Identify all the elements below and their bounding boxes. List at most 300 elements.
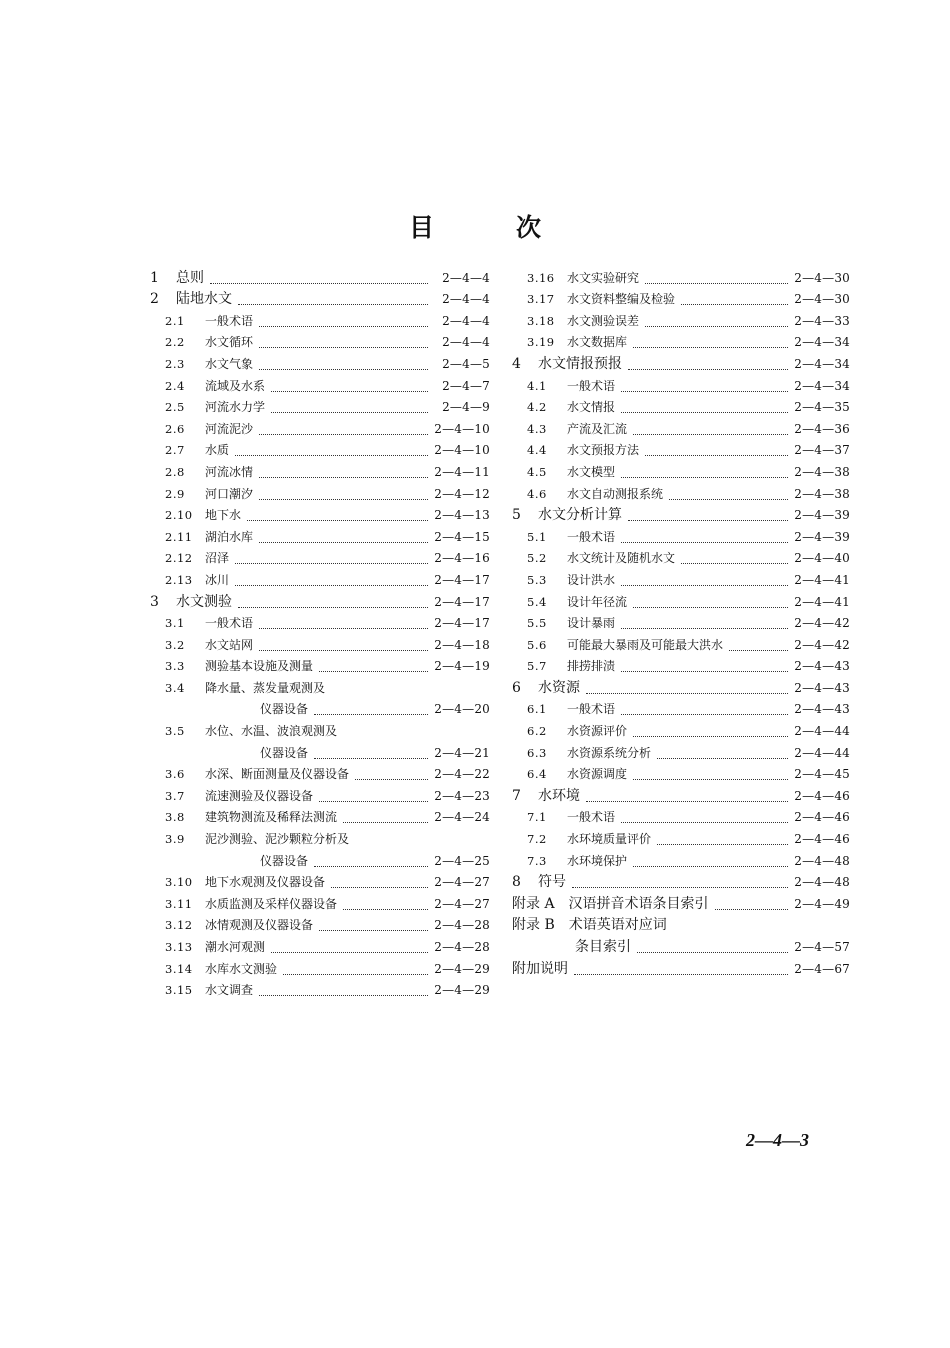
dot-leader <box>681 563 788 564</box>
toc-entry-title: 水环境质量评价 <box>567 832 652 847</box>
toc-entry-page: 2—4—49 <box>794 896 850 911</box>
dot-leader <box>259 499 428 500</box>
toc-entry-title: 可能最大暴雨及可能最大洪水 <box>567 637 724 652</box>
toc-entry-page: 2—4—7 <box>442 378 490 393</box>
toc-entry-page: 2—4—27 <box>434 896 490 911</box>
toc-entry-page: 2—4—67 <box>794 961 850 976</box>
toc-entry-page: 2—4—43 <box>794 659 850 674</box>
toc-entry[interactable] <box>512 872 850 894</box>
toc-entry-title: 水文实验研究 <box>567 270 640 285</box>
toc-entry-page: 2—4—12 <box>434 486 490 501</box>
dot-leader <box>235 563 428 564</box>
dot-leader <box>621 391 788 392</box>
toc-entry[interactable] <box>512 591 850 613</box>
toc-entry[interactable] <box>150 634 490 656</box>
toc-entry-number: 7.1 <box>527 810 547 825</box>
toc-entry[interactable] <box>150 893 490 915</box>
toc-entry-page: 2—4—11 <box>434 464 490 479</box>
toc-entry-title: 测验基本设施及测量 <box>205 659 314 674</box>
toc-entry-page: 2—4—18 <box>434 637 490 652</box>
dot-leader <box>645 326 788 327</box>
toc-entry-page: 2—4—19 <box>434 659 490 674</box>
toc-entry-number: 5.3 <box>527 572 547 587</box>
toc-entry[interactable] <box>150 807 490 829</box>
dot-leader <box>657 844 788 845</box>
dot-leader <box>235 585 428 586</box>
dot-leader <box>586 693 788 694</box>
toc-entry-title: 一般术语 <box>567 702 616 717</box>
toc-entry-number: 3.8 <box>165 810 185 825</box>
dot-leader <box>645 283 788 284</box>
toc-entry-title: 水文测验误差 <box>567 313 640 328</box>
dot-leader <box>586 801 788 802</box>
toc-entry-number: 3.19 <box>527 335 555 350</box>
dot-leader <box>238 304 428 305</box>
toc-entry-number: 3.6 <box>165 767 185 782</box>
toc-entry[interactable] <box>150 440 490 462</box>
toc-entry-page: 2—4—24 <box>434 810 490 825</box>
toc-entry[interactable] <box>512 656 850 678</box>
dot-leader <box>314 758 428 759</box>
toc-entry-number: 3.18 <box>527 313 555 328</box>
toc-entry-title: 水文预报方法 <box>567 443 640 458</box>
toc-entry[interactable] <box>150 526 490 548</box>
toc-entry-page: 2—4—30 <box>794 270 850 285</box>
toc-entry-page: 2—4—4 <box>442 270 490 285</box>
toc-entry[interactable] <box>512 915 850 937</box>
dot-leader <box>633 434 788 435</box>
title-char-1: 目 <box>408 213 434 242</box>
toc-entry-number: 2.6 <box>165 421 185 436</box>
toc-entry-number: 2.12 <box>165 551 193 566</box>
toc-entry-page: 2—4—4 <box>442 335 490 350</box>
toc-entry-number: 2.1 <box>165 313 185 328</box>
toc-entry[interactable] <box>512 440 850 462</box>
toc-entry[interactable] <box>150 505 490 527</box>
toc-entry[interactable] <box>150 569 490 591</box>
toc-entry-title: 水文统计及随机水文 <box>567 551 676 566</box>
toc-entry-title: 一般术语 <box>567 529 616 544</box>
toc-entry-page: 2—4—48 <box>794 853 850 868</box>
dot-leader <box>637 952 788 953</box>
toc-entry[interactable] <box>150 397 490 419</box>
toc-entry[interactable] <box>512 807 850 829</box>
toc-entry-page: 2—4—44 <box>794 724 850 739</box>
toc-entry-page: 2—4—34 <box>794 335 850 350</box>
page-number: 2—4—3 <box>746 1130 809 1150</box>
toc-entry-title: 陆地水文 <box>176 291 232 308</box>
toc-entry-number: 5.4 <box>527 594 547 609</box>
toc-entry-title: 水文情报预报 <box>538 355 622 372</box>
toc-entry-title: 河流冰情 <box>205 464 254 479</box>
toc-entry-number: 5.7 <box>527 659 547 674</box>
toc-entry[interactable] <box>150 289 490 311</box>
toc-entry-page: 2—4—57 <box>794 940 850 954</box>
toc-entry[interactable] <box>512 764 850 786</box>
toc-entry-title: 一般术语 <box>205 313 254 328</box>
toc-entry-number: 7 <box>512 787 521 804</box>
toc-entry-number: 4.5 <box>527 464 547 479</box>
toc-entry-page: 2—4—36 <box>794 421 850 436</box>
toc-entry-title: 冰情观测及仪器设备 <box>205 918 314 933</box>
toc-entry[interactable] <box>512 850 850 872</box>
dot-leader <box>331 887 428 888</box>
toc-entry-page: 2—4—9 <box>442 400 490 415</box>
toc-entry[interactable] <box>150 483 490 505</box>
toc-entry-number: 3 <box>150 593 159 610</box>
dot-leader <box>715 909 788 910</box>
toc-entry-number: 2 <box>150 291 159 308</box>
toc-entry[interactable] <box>512 375 850 397</box>
toc-entry-title: 一般术语 <box>567 378 616 393</box>
toc-entry-title: 潮水河观测 <box>205 940 266 954</box>
toc-entry-page: 2—4—48 <box>794 875 850 890</box>
toc-entry-page: 2—4—43 <box>794 702 850 717</box>
toc-entry[interactable] <box>512 677 850 699</box>
toc-entry-title: 产流及汇流 <box>567 421 628 436</box>
toc-entry-title: 水资源 <box>538 679 580 696</box>
toc-entry-number: 6 <box>512 679 521 696</box>
dot-leader <box>314 714 428 715</box>
toc-entry-title: 湖泊水库 <box>205 529 254 544</box>
toc-entry-title: 水文测验 <box>176 593 232 610</box>
toc-entry-number: 3.1 <box>165 616 185 631</box>
toc-entry-page: 2—4—27 <box>434 875 490 890</box>
toc-entry-page: 2—4—37 <box>794 443 850 458</box>
toc-entry[interactable] <box>512 526 850 548</box>
dot-leader <box>729 650 788 651</box>
toc-entry-page: 2—4—41 <box>794 594 850 609</box>
toc-entry-page: 2—4—23 <box>434 788 490 803</box>
toc-entry-page: 2—4—25 <box>434 853 490 868</box>
toc-entry-page: 2—4—39 <box>794 529 850 544</box>
toc-entry-number: 3.3 <box>165 659 185 674</box>
toc-entry-title: 总则 <box>176 269 204 286</box>
toc-entry[interactable] <box>150 764 490 786</box>
toc-entry-title: 流速测验及仪器设备 <box>205 788 314 803</box>
toc-entry[interactable] <box>512 505 850 527</box>
toc-entry-number: 2.10 <box>165 508 193 523</box>
toc-entry-title: 建筑物测流及稀释法测流 <box>205 810 338 825</box>
toc-entry[interactable] <box>150 785 490 807</box>
toc-entry-number: 3.11 <box>165 896 193 911</box>
toc-entry-number: 4.3 <box>527 421 547 436</box>
dot-leader <box>343 909 428 910</box>
dot-leader <box>621 822 788 823</box>
toc-entry[interactable] <box>150 850 490 872</box>
toc-entry-title: 水文自动测报系统 <box>567 486 664 501</box>
dot-leader <box>259 995 428 996</box>
toc-entry-title: 水资源系统分析 <box>567 745 652 760</box>
toc-entry-number: 2.4 <box>165 378 185 393</box>
dot-leader <box>621 714 788 715</box>
dot-leader <box>259 434 428 435</box>
dot-leader <box>574 974 788 975</box>
toc-entry-number: 6.3 <box>527 745 547 760</box>
toc-entry-number: 6.4 <box>527 767 547 782</box>
toc-entry[interactable] <box>150 742 490 764</box>
dot-leader <box>621 477 788 478</box>
dot-leader <box>271 391 428 392</box>
toc-entry-number: 2.5 <box>165 400 185 415</box>
toc-entry-number: 3.16 <box>527 270 555 285</box>
toc-entry-title: 水文资料整编及检验 <box>567 292 676 307</box>
toc-entry-page: 2—4—46 <box>794 832 850 847</box>
toc-entry-title: 地下水 <box>205 508 242 523</box>
toc-entry-page: 2—4—45 <box>794 767 850 782</box>
toc-entry[interactable] <box>512 548 850 570</box>
toc-entry[interactable] <box>512 958 850 980</box>
toc-entry[interactable] <box>150 915 490 937</box>
dot-leader <box>621 412 788 413</box>
toc-entry-page: 2—4—20 <box>434 702 490 717</box>
toc-entry-title: 泥沙测验、泥沙颗粒分析及 <box>205 832 350 847</box>
toc-entry-title: 水文站网 <box>205 637 254 652</box>
toc-entry-title: 沼泽 <box>205 551 230 566</box>
toc-entry-page: 2—4—33 <box>794 313 850 328</box>
toc-entry-title: 设计洪水 <box>567 572 616 587</box>
dot-leader <box>247 520 428 521</box>
toc-entry-page: 2—4—29 <box>434 983 490 998</box>
toc-entry-page: 2—4—29 <box>434 961 490 976</box>
toc-entry[interactable] <box>150 461 490 483</box>
toc-entry-page: 2—4—30 <box>794 292 850 307</box>
dot-leader <box>628 369 788 370</box>
toc-entry[interactable] <box>512 418 850 440</box>
toc-entry[interactable] <box>150 613 490 635</box>
toc-entry-title: 河流水力学 <box>205 400 266 415</box>
toc-entry-number: 2.7 <box>165 443 185 458</box>
dot-leader <box>633 347 788 348</box>
dot-leader <box>314 866 428 867</box>
toc-entry[interactable] <box>150 332 490 354</box>
toc-entry-number: 2.3 <box>165 356 185 371</box>
dot-leader <box>572 887 788 888</box>
dot-leader <box>283 974 428 975</box>
toc-entry-title: 设计年径流 <box>567 594 628 609</box>
dot-leader <box>319 671 428 672</box>
toc-entry[interactable] <box>150 677 490 699</box>
toc-entry-page: 2—4—13 <box>434 508 490 523</box>
dot-leader <box>210 283 428 284</box>
toc-entry-title: 流域及水系 <box>205 378 266 393</box>
toc-entry-title: 水深、断面测量及仪器设备 <box>205 767 350 782</box>
toc-entry[interactable] <box>150 375 490 397</box>
toc-entry-number: 8 <box>512 874 521 891</box>
toc-entry-title: 水文模型 <box>567 464 616 479</box>
dot-leader <box>259 650 428 651</box>
toc-entry[interactable] <box>512 699 850 721</box>
toc-entry[interactable] <box>150 936 490 958</box>
toc-entry-title: 一般术语 <box>205 616 254 631</box>
toc-entry-title: 水文调查 <box>205 983 254 998</box>
toc-entry[interactable] <box>512 936 850 958</box>
toc-entry-number: 2.13 <box>165 572 193 587</box>
toc-entry-number: 6.2 <box>527 724 547 739</box>
toc-entry[interactable] <box>150 828 490 850</box>
toc-entry-page: 2—4—38 <box>794 464 850 479</box>
toc-entry-number: 3.15 <box>165 983 193 998</box>
toc-entry[interactable] <box>150 872 490 894</box>
toc-entry[interactable] <box>512 720 850 742</box>
toc-entry-page: 2—4—22 <box>434 767 490 782</box>
dot-leader <box>355 779 428 780</box>
toc-entry-number: 4.4 <box>527 443 547 458</box>
toc-entry[interactable] <box>512 397 850 419</box>
toc-entry[interactable] <box>512 353 850 375</box>
toc-entry-title: 条目索引 <box>575 939 631 955</box>
toc-entry-title: 水文循环 <box>205 335 254 350</box>
toc-entry[interactable] <box>512 828 850 850</box>
toc-entry-page: 2—4—4 <box>442 292 490 307</box>
toc-entry[interactable] <box>512 742 850 764</box>
toc-entry-title: 附录 A 汉语拼音术语条目索引 <box>512 895 709 912</box>
toc-entry[interactable] <box>150 353 490 375</box>
title-char-2: 次 <box>516 213 542 242</box>
toc-entry-page: 2—4—42 <box>794 616 850 631</box>
toc-entry-number: 2.2 <box>165 335 185 350</box>
toc-entry[interactable] <box>512 569 850 591</box>
dot-leader <box>319 801 428 802</box>
dot-leader <box>259 369 428 370</box>
toc-entry-number: 7.2 <box>527 832 547 847</box>
dot-leader <box>271 952 428 953</box>
toc-entry-number: 3.13 <box>165 940 193 954</box>
dot-leader <box>343 822 428 823</box>
dot-leader <box>621 542 788 543</box>
dot-leader <box>259 326 428 327</box>
toc-entry-page: 2—4—21 <box>434 745 490 760</box>
toc-entry-page: 2—4—17 <box>434 594 490 609</box>
toc-entry-page: 2—4—35 <box>794 400 850 415</box>
toc-entry-page: 2—4—43 <box>794 680 850 695</box>
toc-entry-number: 2.9 <box>165 486 185 501</box>
toc-entry-title: 冰川 <box>205 572 230 587</box>
toc-entry[interactable] <box>512 310 850 332</box>
toc-entry-page: 2—4—46 <box>794 788 850 803</box>
toc-entry-title: 设计暴雨 <box>567 616 616 631</box>
toc-entry-number: 6.1 <box>527 702 547 717</box>
dot-leader <box>259 347 428 348</box>
toc-entry[interactable] <box>512 332 850 354</box>
dot-leader <box>238 607 428 608</box>
toc-entry-page: 2—4—40 <box>794 551 850 566</box>
toc-entry[interactable] <box>150 418 490 440</box>
toc-entry-number: 4.2 <box>527 400 547 415</box>
toc-entry[interactable] <box>150 310 490 332</box>
toc-entry-page: 2—4—34 <box>794 356 850 371</box>
toc-entry[interactable] <box>512 893 850 915</box>
dot-leader <box>621 628 788 629</box>
dot-leader <box>645 455 788 456</box>
toc-entry-number: 4.1 <box>527 378 547 393</box>
toc-entry-number: 3.9 <box>165 832 185 847</box>
toc-entry[interactable] <box>512 634 850 656</box>
toc-entry-title: 水库水文测验 <box>205 961 278 976</box>
toc-entry-number: 3.10 <box>165 875 193 890</box>
toc-entry[interactable] <box>512 267 850 289</box>
dot-leader <box>235 455 428 456</box>
toc-entry-title: 水资源评价 <box>567 724 628 739</box>
toc-entry[interactable] <box>150 699 490 721</box>
toc-entry-page: 2—4—16 <box>434 551 490 566</box>
toc-entry-number: 5.5 <box>527 616 547 631</box>
toc-entry-number: 3.7 <box>165 788 185 803</box>
dot-leader <box>319 930 428 931</box>
toc-entry-title: 水位、水温、波浪观测及 <box>205 724 338 739</box>
toc-entry-page: 2—4—4 <box>442 313 490 328</box>
dot-leader <box>271 412 428 413</box>
toc-entry-page: 2—4—44 <box>794 745 850 760</box>
toc-entry[interactable] <box>150 548 490 570</box>
toc-entry-title: 附加说明 <box>512 960 568 977</box>
toc-entry[interactable] <box>512 483 850 505</box>
toc-entry-number: 7.3 <box>527 853 547 868</box>
toc-entry-page: 2—4—10 <box>434 421 490 436</box>
toc-entry-title: 仪器设备 <box>260 853 309 868</box>
toc-entry-page: 2—4—28 <box>434 940 490 954</box>
toc-entry[interactable] <box>512 461 850 483</box>
toc-entry[interactable] <box>150 591 490 613</box>
toc-entry[interactable] <box>512 289 850 311</box>
toc-entry-title: 水质监测及采样仪器设备 <box>205 896 338 911</box>
dot-leader <box>633 607 788 608</box>
toc-entry-title: 水环境保护 <box>567 853 628 868</box>
toc-entry-page: 2—4—28 <box>434 918 490 933</box>
toc-entry-number: 4.6 <box>527 486 547 501</box>
toc-entry-page: 2—4—17 <box>434 572 490 587</box>
toc-entry[interactable] <box>150 267 490 289</box>
toc-entry-title: 水资源调度 <box>567 767 628 782</box>
toc-entry-page: 2—4—34 <box>794 378 850 393</box>
dot-leader <box>669 499 788 500</box>
toc-left-column <box>150 267 490 1001</box>
toc-entry[interactable] <box>150 980 490 1002</box>
toc-entry-page: 2—4—46 <box>794 810 850 825</box>
toc-entry-number: 5.6 <box>527 637 547 652</box>
toc-entry-number: 3.17 <box>527 292 555 307</box>
toc-entry-number: 3.4 <box>165 680 185 695</box>
toc-entry[interactable] <box>150 958 490 980</box>
toc-entry-number: 2.8 <box>165 464 185 479</box>
toc-entry[interactable] <box>150 720 490 742</box>
dot-leader <box>681 304 788 305</box>
toc-entry-number: 1 <box>150 269 159 286</box>
toc-entry-title: 水文气象 <box>205 356 254 371</box>
toc-entry-title: 排捞排渍 <box>567 659 616 674</box>
toc-entry-page: 2—4—10 <box>434 443 490 458</box>
dot-leader <box>259 628 428 629</box>
toc-entry-title: 附录 B 术语英语对应词 <box>512 917 667 934</box>
toc-entry-title: 降水量、蒸发量观测及 <box>205 680 326 695</box>
dot-leader <box>259 542 428 543</box>
toc-entry-page: 2—4—42 <box>794 637 850 652</box>
dot-leader <box>633 736 788 737</box>
toc-entry[interactable] <box>512 785 850 807</box>
toc-entry-title: 河口潮汐 <box>205 486 254 501</box>
dot-leader <box>259 477 428 478</box>
toc-entry-number: 3.12 <box>165 918 193 933</box>
dot-leader <box>621 671 788 672</box>
toc-entry-title: 水质 <box>205 443 230 458</box>
toc-entry-title: 水文分析计算 <box>538 507 622 524</box>
toc-entry-number: 3.2 <box>165 637 185 652</box>
toc-entry-title: 仪器设备 <box>260 745 309 760</box>
toc-entry-title: 水环境 <box>538 787 580 804</box>
toc-entry[interactable] <box>512 613 850 635</box>
toc-entry[interactable] <box>150 656 490 678</box>
toc-entry-title: 河流泥沙 <box>205 421 254 436</box>
